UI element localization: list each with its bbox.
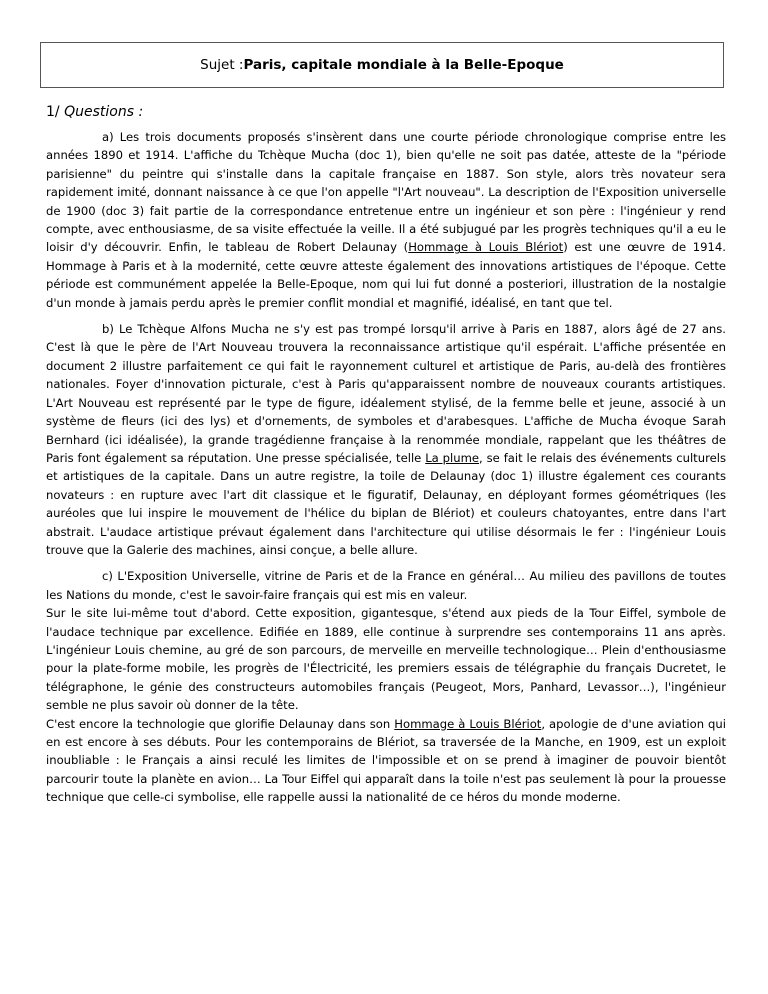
answer-b-text-1: b) Le Tchèque Alfons Mucha ne s'y est pas trompé lorsqu'il arrive à Paris en 1887, alors âgé de 27 ans. C'est là que le père de l'Art Nouveau trouvera la reconnaissance artistique qu'il espérait. L'affiche présentée en document 2 illustre parfaitement ce qui fait le rayonnement culturel et artistique de Paris, au-delà des frontières nationales. Foyer d'innovation picturale, c'est à Paris qu'apparaissent nombre de nouveaux courants artistiques. L'Art Nouveau est représenté par le type de figure, idéalement stylisé, de la femme belle et jeune, associé à un système de fleurs (ici des lys) et d'ornements, de symboles et d'arabesques. L'affiche de Mucha évoque Sarah Bernhard (ici idéalisée), la grande tragédienne française à la renommée mondiale, rappelant que les théâtres de Paris font également sa réputation. Une presse spécialisée, telle <box>46 322 726 465</box>
artwork-title-link-2: Hommage à Louis Blériot <box>394 716 542 731</box>
answer-b-text-2: , se fait le relais des événements culturels et artistiques de la capitale. Dans un autre registre, la toile de Delaunay (doc 1) illustre également ces courants novateurs : en rupture avec l'art dit classique et le figuratif, Delaunay, en déployant formes géométriques (les auréoles que lui inspire le mouvement de l'hélice du biplan de Blériot) et couleurs chatoyantes, entre dans l'art abstrait. L'audace artistique prévaut également dans l'architecture qui utilise désormais le fer : l'ingénieur Louis trouve que la Galerie des machines, ainsi conçue, a belle allure. <box>46 450 726 557</box>
answer-c-paragraph-3 <box>46 715 726 807</box>
answer-c-text-1: C'est encore la technologie que glorifie Delaunay dans son <box>46 716 395 731</box>
subject-label: Sujet : <box>200 57 244 73</box>
section-heading <box>46 104 143 120</box>
journal-title-link: La plume <box>425 450 480 465</box>
answer-c-paragraph-2: Sur le site lui-même tout d'abord. Cette exposition, gigantesque, s'étend aux pieds de la Tour Eiffel, symbole de l'audace technique par excellence. Edifiée en 1889, elle continue à surprendre ses contemporains 11 ans après. L'ingénieur Louis chemine, au gré de son parcours, de merveille en merveille technologique… Plein d'enthousiasme pour la plate-forme mobile, les progrès de l'Électricité, les premiers essais de télégraphie du français Ducretet, le télégraphone, le génie des constructeurs automobiles français (Peugeot, Mors, Panhard, Levassor…), l'ingénieur semble ne plus savoir où donner de la tête. <box>46 606 726 713</box>
answer-a-text-1: a) Les trois documents proposés s'insèrent dans une courte période chronologique comprise entre les années 1890 et 1914. L'affiche du Tchèque Mucha (doc 1), bien qu'elle ne soit pas datée, atteste de la "période parisienne" du peintre qui s'installe dans la capitale française en 1887. Son style, alors très novateur sera rapidement imité, donnant naissance à ce que l'on appelle "l'Art nouveau". La description de l'Exposition universelle de 1900 (doc 3) fait partie de la correspondance entretenue entre un ingénieur et son père : l'ingénieur y rend compte, avec enthousiasme, de sa visite effectuée la veille. Il a été subjugué par les progrès techniques qu'il a eu le loisir d'y découvrir. Enfin, le tableau de Robert Delaunay ( <box>46 130 726 255</box>
answer-a-text-2: ) est une œuvre de 1914. Hommage à Paris et à la modernité, cette œuvre atteste également des innovations artistiques de l'époque. Cette période est communément appelée la Belle-Epoque, nom qui lui fut donné a posteriori, illustration de la nostalgie d'un monde à jamais perdu après le premier conflit mondial et magnifié, idéalisé, en tant que tel. <box>46 240 726 310</box>
answer-c-paragraph-1: c) L'Exposition Universelle, vitrine de Paris et de la France en général… Au milieu des pavillons de toutes les Nations du monde, c'est le savoir-faire français qui est mis en valeur. <box>46 569 726 602</box>
document-body <box>46 128 726 807</box>
answer-a-paragraph <box>46 128 726 312</box>
title-box <box>40 42 724 88</box>
answer-b-paragraph <box>46 320 726 559</box>
artwork-title-link: Hommage à Louis Blériot <box>408 240 564 255</box>
section-number: 1/ <box>46 104 65 120</box>
subject-title: Paris, capitale mondiale à la Belle-Epoque <box>243 57 564 73</box>
answer-c-text-2: , apologie de d'une aviation qui en est encore à ses débuts. Pour les contemporains de Blériot, sa traversée de la Manche, en 1909, est un exploit inoubliable : le Français a ainsi reculé les limites de l'impossible et on se prend à imaginer de pouvoir bientôt parcourir toute la planète en avion… La Tour Eiffel qui apparaît dans la toile n'est pas seulement là pour la prouesse technique que celle-ci symbolise, elle rappelle aussi la nationalité de ce héros du monde moderne. <box>46 716 726 805</box>
section-title: Questions : <box>64 104 144 120</box>
